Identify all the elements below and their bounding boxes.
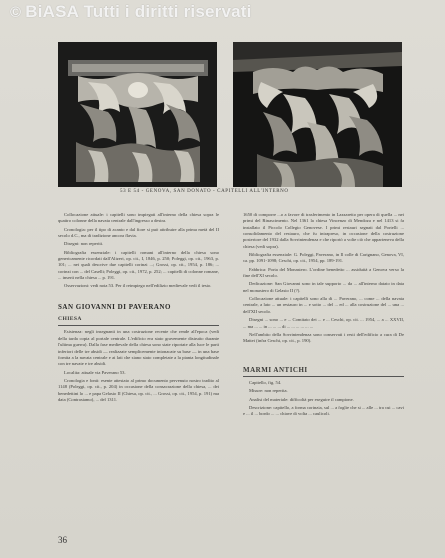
- paragraph: Esistenza: negli insegnanti in una costruzione recente che rende all'epoca (vedi della tarda copia al portale centrale. L'edificio era stato gravemente distrutto durante l'ultima guerra). Dalla fase medievale della chiesa sono state riportate alla luce le parti inferiori delle tre absidi — realizzate semplicemente intonacate su base — in una base fornita a la navata centrale e ai lati che siano stato completate a la pianta longitudinale con tre navate e tre absidi.: [58, 329, 219, 367]
- divider: [243, 376, 404, 377]
- paragraph: Bibliografia essenziale: i capitelli romani all'interno della chiesa sono genericamente ricordati dall'Alizeri, op. cit., I, 1846, p. 250; Poleggi, op. cit., 1963, p. 101; ... nei quali descrive due capitelli corinzi ...; Grossi, op. cit., 1954, p. 186; ... corinzi con ... del Caselli; Poleggi, op. cit., 1972, p. 252; ... capitelli di colonne romane, ... inserti nella chiesa ... p. 191.: [58, 249, 219, 281]
- right-column: [243, 212, 404, 420]
- section-heading: MARMI ANTICHI: [243, 365, 308, 374]
- copyright-symbol: ©: [10, 4, 22, 21]
- paragraph: Analisi del materiale: difficoltà per eseguire il campione.: [249, 396, 354, 402]
- paragraph: Misure: non reperita.: [249, 388, 288, 394]
- capital-photo-right: [233, 42, 402, 187]
- watermark: [10, 2, 252, 22]
- paragraph: Nell'ambito della Sovrintendenza sono conservati i resti dell'edificio a cura di De Mattei (infra Ceschi, op. cit., p. 190).: [243, 331, 404, 344]
- paragraph: Collocazione attuale: i capitelli sono alla di ... Paverano, ... come ... della navata centrale, a lato ... un restauro in ... e sotto ... del ... ed ... alla costruzione del ... una ... dell'XII secolo.: [243, 296, 404, 314]
- capital-image-left: [58, 42, 217, 187]
- paragraph: Dedicazione: San Giovanni sono in tale supporto ... da ... all'interno datato in data nel monastero di Gelasio II (?).: [243, 281, 404, 293]
- paragraph: Localita: attuale via Paverano 53.: [64, 369, 126, 375]
- paragraph: Descrizione: capitello, a forma corinzia, sul ... a foglie che si ... alle ... tra cui ... cavi e ... il ... bordo ... ... chiave di volta ... caulicoli.: [243, 404, 404, 417]
- paragraph: Fabbrica: Porta del Monastero. L'ordine benedetto ... assiduità a Genova verso la fine dell'XI secolo.: [243, 266, 404, 279]
- watermark-text: BiASA Tutti i diritti riservati: [25, 2, 252, 21]
- left-column: [58, 212, 219, 405]
- paragraph: Disegni ... sono ... e ... Comitato dei ... e ... Ceschi, op. cit. ... 1954, ... a ... XXVII, ... ma ... ... in ... ... ... di ... ... ... ... ... ...: [243, 317, 404, 329]
- divider: [58, 325, 219, 326]
- capital-photo-left: [58, 42, 217, 187]
- paragraph: Osservazioni: vedi nota 53. Per il reimpiego nell'edilizio medievale vedi il testo.: [64, 283, 212, 289]
- paragraph: 1650 di comporre ...o a favore di trasferimento in Lazzaretto per opera di quella ... nei primi del Rinascimento. Nel 1361 la chiesa Vincenzo di Mendoza e nel 1413 si fa installato il Piccolo Collegio Genovese. I primi restauri segnati dal Portelli ... consolidamento del restauro, che fu intrapreso, in occasione della costruzione posteriore del 1932 dalla Sovrintendenza e che riportò a volte ciò che apparteneva della chiesa (vedi sopra).: [243, 212, 404, 249]
- page-number: 36: [58, 535, 67, 545]
- paragraph: Bibliografia essenziale: G. Poleggi, Paverano, in Il colle di Carignano, Genova, VI, ca. pp. 1091-1098; Ceschi, op. cit., 1954, pp. 189-191.: [243, 252, 404, 264]
- sub-heading: CHIESA: [58, 316, 82, 323]
- figure-caption: 53 E 54 - GENOVA, SAN DONATO - CAPITELLI ALL'INTERNO: [120, 189, 289, 194]
- section-heading: SAN GIOVANNI DI PAVERANO: [58, 302, 171, 311]
- paragraph: Capitello, fig. 54.: [249, 379, 282, 385]
- paragraph: Disegni: non reperiti.: [64, 241, 104, 247]
- paragraph: Cronologia: per il tipo di acanto e dal fiore si può attribuire alla prima metà del II secolo d.C., ma di tradizione ancora flavia.: [58, 226, 219, 239]
- paragraph: Cronologia e fonti: esente attestato al primo documento pervenuto nostro tradito al 1148 (Poleggi, op. cit., p. 204) in occasione della consacrazione della chiesa, ... dei benedettini lo ... e papa Gelasio II (Chiesa, op. cit., ... Grossi, op. cit., 1954, p. 191) ma data (Contrastamo), ... del 1311.: [58, 377, 219, 402]
- capital-image-right: [233, 42, 402, 187]
- paragraph: Collocazione attuale: i capitelli sono impiegati all'interno della chiesa sopra le quattro colonne della navata centrale dall'ingresso a destra.: [58, 212, 219, 224]
